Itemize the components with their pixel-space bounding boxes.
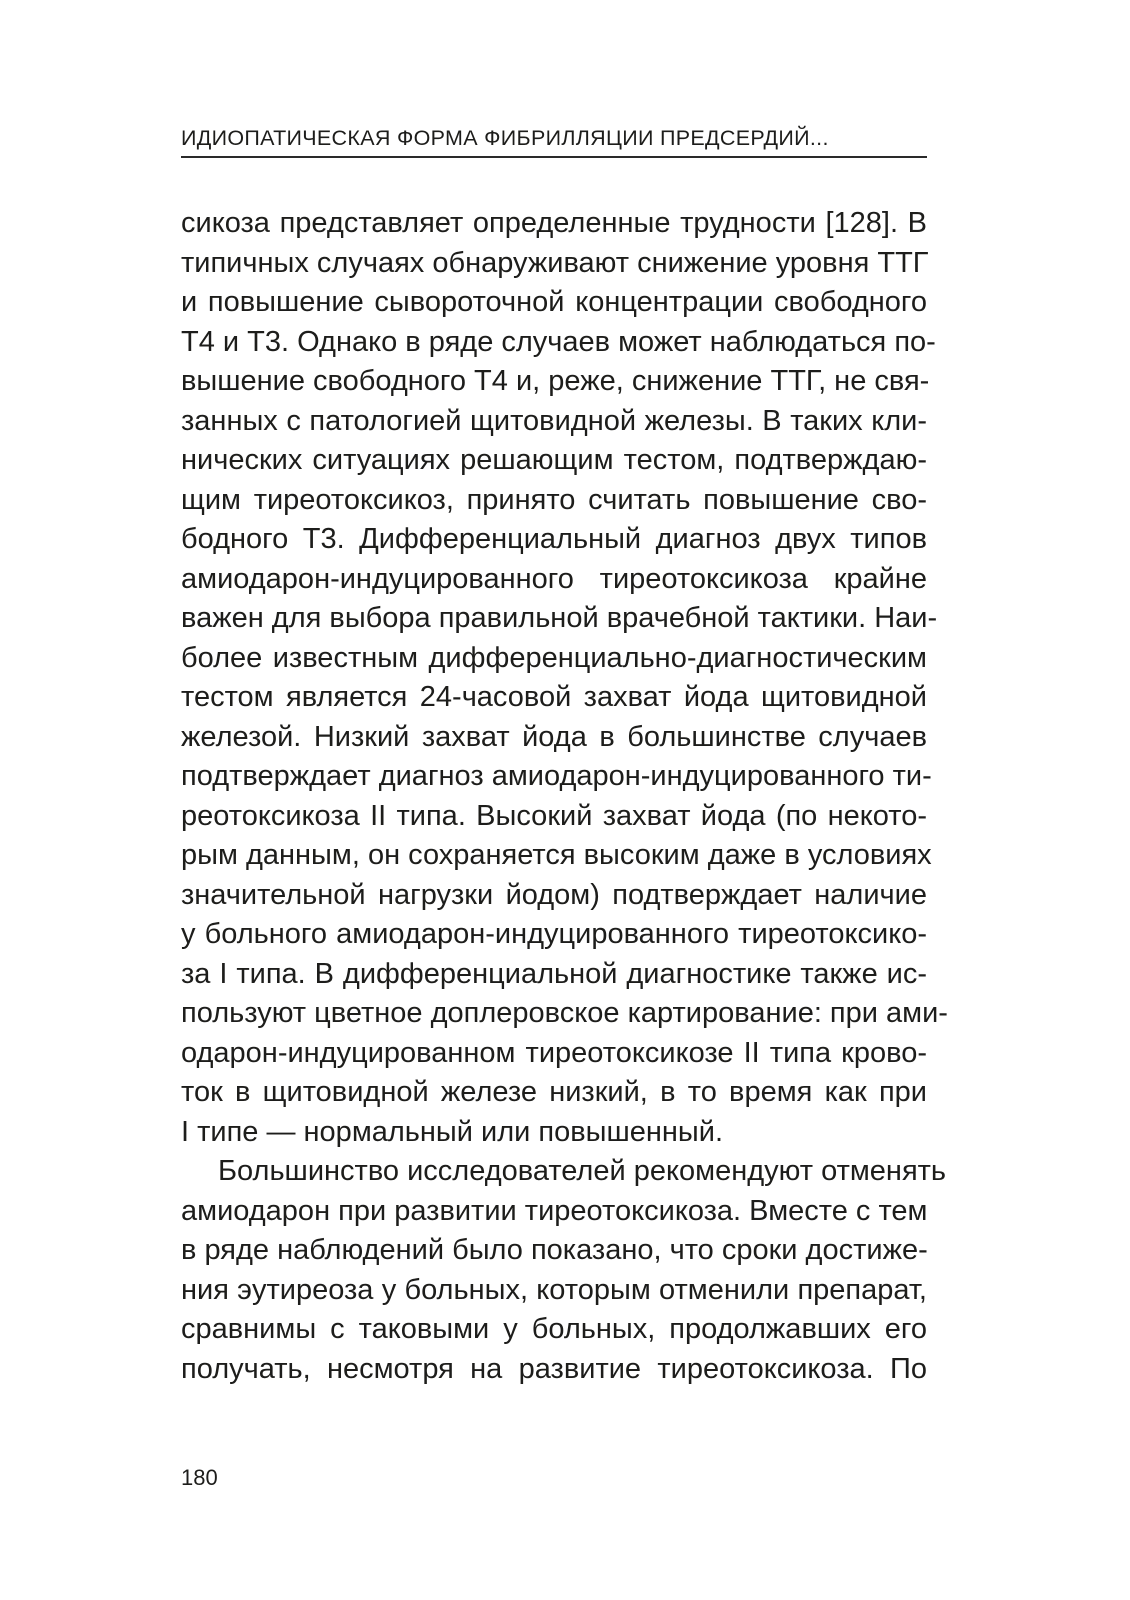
text-line: вышение свободного Т4 и, реже, снижение ТТГ, не свя- (181, 365, 930, 397)
text-line: за I типа. В дифференциальной диагностике также ис- (181, 957, 927, 990)
running-header-title: ИДИОПАТИЧЕСКАЯ ФОРМА ФИБРИЛЛЯЦИИ ПРЕДСЕРДИЙ... (181, 126, 829, 150)
text-line: реотоксикоза II типа. Высокий захват йода (по некото- (181, 799, 927, 832)
page-number: 180 (181, 1465, 218, 1490)
text-line: железой. Низкий захват йода в большинстве случаев (181, 720, 927, 753)
text-line: щим тиреотоксикоз, принято считать повышение сво- (181, 483, 927, 516)
text-line: нических ситуациях решающим тестом, подтверждаю- (181, 444, 927, 476)
text-line: получать, несмотря на развитие тиреотоксикоза. По (181, 1352, 927, 1385)
text-line: типичных случаях обнаруживают снижение уровня ТТГ (181, 246, 929, 279)
text-line: подтверждает диагноз амиодарон-индуцированного ти- (181, 760, 932, 792)
text-line: у больного амиодарон-индуцированного тиреотоксико- (181, 918, 927, 950)
text-line: занных с патологией щитовидной железы. В таких кли- (181, 404, 927, 437)
text-line: амиодарон при развитии тиреотоксикоза. Вместе с тем (181, 1194, 928, 1227)
text-line: амиодарон-индуцированного тиреотоксикоза крайне (181, 562, 927, 595)
text-line: пользуют цветное доплеровское картирование: при ами- (181, 997, 948, 1029)
text-line: Большинство исследователей рекомендуют отменять (218, 1155, 947, 1187)
text-line: сикоза представляет определенные трудности [128]. В (181, 207, 927, 239)
text-line: бодного Т3. Дифференциальный диагноз двух типов (181, 523, 927, 555)
text-line: в ряде наблюдений было показано, что сроки достиже- (181, 1234, 928, 1266)
text-line: I типе — нормальный или повышенный. (181, 1115, 724, 1148)
text-line: сравнимы с таковыми у больных, продолжавших его (181, 1313, 927, 1345)
text-line: значительной нагрузки йодом) подтверждает наличие (181, 878, 927, 911)
text-line: более известным дифференциально-диагностическим (181, 641, 927, 674)
text-line: и повышение сывороточной концентрации свободного (181, 286, 927, 318)
text-line: одарон-индуцированном тиреотоксикозе II типа крово- (181, 1036, 927, 1069)
text-line: ток в щитовидной железе низкий, в то время как при (181, 1076, 927, 1108)
text-line: рым данным, он сохраняется высоким даже в условиях (181, 839, 932, 871)
running-header (181, 118, 927, 158)
text-line: важен для выбора правильной врачебной тактики. Наи- (181, 602, 938, 634)
text-line: ния эутиреоза у больных, которым отменили препарат, (181, 1273, 927, 1306)
text-line: тестом является 24-часовой захват йода щитовидной (181, 681, 927, 713)
body-text (181, 204, 948, 1389)
text-line: Т4 и Т3. Однако в ряде случаев может наблюдаться по- (181, 325, 936, 358)
